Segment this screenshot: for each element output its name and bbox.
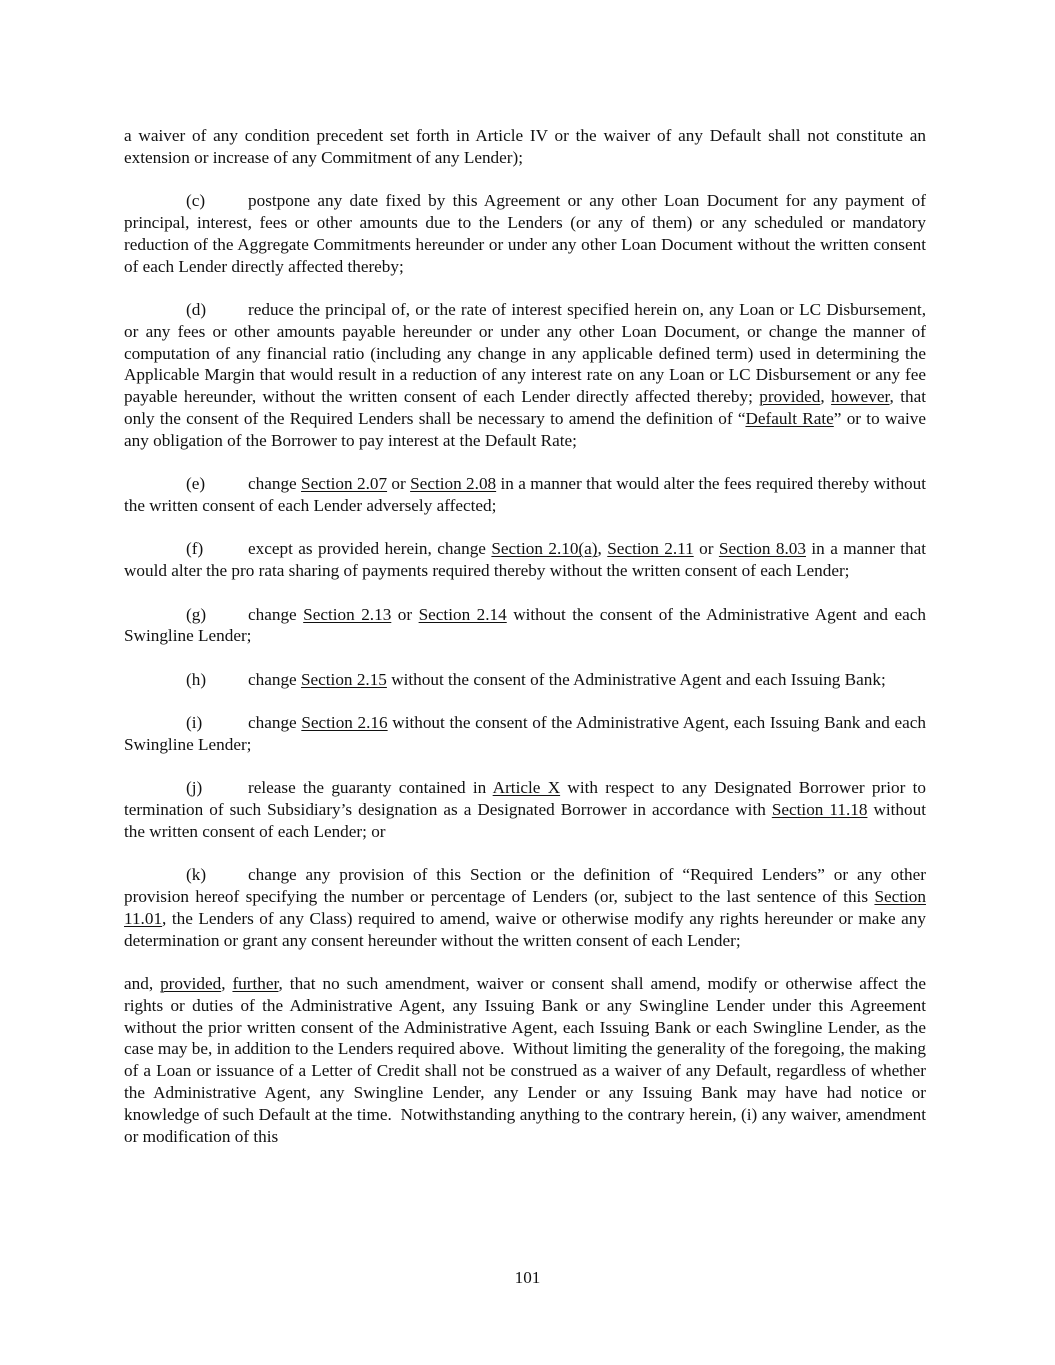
clause-label: (h) [186, 669, 207, 689]
cross-reference: Section 2.11 [607, 539, 694, 559]
text-segment: in a manner that would alter the fees required thereby without the written consent of each Lender adversely affected; [124, 474, 927, 515]
text-segment: , [597, 539, 608, 559]
clause-label: (f) [186, 539, 204, 559]
cross-reference: however [831, 387, 890, 407]
cross-reference: Article X [492, 778, 561, 798]
cross-reference: further [232, 974, 279, 994]
text-segment: , [820, 387, 832, 407]
clause-label: (k) [186, 865, 207, 885]
text-segment: a waiver of any condition precedent set forth in Article IV or the waiver of any Default shall not constitute an extension or increase of any Commitment of any Lender); [124, 126, 926, 167]
text-segment: postpone any date fixed by this Agreement or any other Loan Document for any payment of principal, interest, fees or other amounts due to the Lenders (or any of them) or any scheduled or mandatory reduction of the Aggregate Commitments hereunder or under any other Loan Document without the written consent of each Lender directly affected thereby; [124, 191, 926, 276]
text-segment: change [248, 669, 301, 689]
text-segment: or [387, 474, 411, 494]
document-body [124, 125, 926, 1169]
text-segment: reduce the principal of, or the rate of interest specified herein on, any Loan or LC Disbursement, or any fees or other amounts payable hereunder or under any other Loan Document, or change the manner of computation of any financial ratio (including any change in any applicable defined term) used in determining the Applicable Margin that would result in a reduction of any interest rate on any Loan or LC Disbursement or any fee payable hereunder, without the written consent of each Lender directly affected thereby; [124, 299, 926, 407]
text-segment: , the Lenders of any Class) required to amend, waive or otherwise modify any rights hereunder or make any determination or grant any consent hereunder without the written consent of each Lender; [124, 908, 926, 950]
cross-reference: Section 2.13 [303, 604, 392, 624]
text-segment: without the consent of the Administrative Agent and each Issuing Bank; [386, 669, 886, 689]
clause-label: (j) [186, 778, 203, 798]
cross-reference: provided [759, 387, 821, 407]
cross-reference: Section 2.08 [410, 474, 497, 494]
text-segment: , [221, 974, 233, 994]
paragraph-clause-i [124, 712, 926, 756]
text-segment: change any provision of this Section or the definition of “Required Lenders” or any other provision hereof specifying the number or percentage of Lenders (or, subject to the last sentence of this [124, 865, 926, 907]
clause-label: (g) [186, 604, 207, 624]
paragraph-proviso [124, 973, 926, 1147]
text-segment: ” or to waive any obligation of the Borrower to pay interest at the Default Rate; [124, 408, 926, 450]
cross-reference: Default Rate [745, 408, 834, 428]
text-segment: in a manner that would alter the pro rata sharing of payments required thereby without the written consent of each Lender; [124, 539, 927, 581]
cross-reference: Section 2.14 [418, 604, 507, 624]
text-segment: change [248, 713, 302, 733]
cross-reference: Section 2.15 [300, 669, 387, 689]
cross-reference: Section 2.16 [301, 713, 388, 733]
paragraph-clause-k [124, 864, 926, 951]
paragraph-clause-h [124, 669, 926, 691]
text-segment: or [693, 539, 719, 559]
text-segment: without the consent of the Administrative Agent and each Swingline Lender; [124, 604, 926, 646]
paragraph-clause-c [124, 190, 926, 277]
text-segment: except as provided herein, change [248, 539, 492, 559]
clause-label: (i) [186, 713, 203, 733]
clause-label: (e) [186, 474, 206, 494]
text-segment: change [248, 604, 304, 624]
text-segment: or [391, 604, 419, 624]
text-segment: without the consent of the Administrative Agent, each Issuing Bank and each Swingline Lender; [124, 713, 927, 754]
paragraph-continuation [124, 125, 926, 169]
cross-reference: Section 2.10(a) [491, 539, 598, 559]
cross-reference: Section 11.01 [124, 887, 926, 928]
paragraph-clause-j [124, 777, 926, 842]
text-segment: with respect to any Designated Borrower prior to termination of such Subsidiary’s designation as a Designated Borrower in accordance with [124, 778, 927, 820]
text-segment: change [248, 474, 302, 494]
cross-reference: Section 11.18 [771, 800, 868, 820]
clause-label: (d) [186, 299, 207, 319]
paragraph-clause-f [124, 538, 926, 582]
cross-reference: Section 8.03 [718, 539, 806, 559]
cross-reference: provided [160, 974, 222, 994]
text-segment: and, [124, 974, 161, 994]
text-segment: without the written consent of each Lender; or [124, 800, 926, 841]
text-segment: release the guaranty contained in [248, 778, 493, 798]
clause-label: (c) [186, 191, 206, 211]
page-number: 101 [514, 1268, 541, 1287]
cross-reference: Section 2.07 [301, 474, 388, 494]
text-segment: , that no such amendment, waiver or consent shall amend, modify or otherwise affect the rights or duties of the Administrative Agent, any Issuing Bank or any Swingline Lender under this Agreement without the prior written consent of the Administrative Agent, each Issuing Bank or each Swingline Lender, as the case may be, in addition to the Lenders required above. Without limiting the generality of the foregoing, the making of a Loan or issuance of a Letter of Credit shall not be construed as a waiver of any Default, regardless of whether the Administrative Agent, any Swingline Lender, any Lender or any Issuing Bank may have had notice or knowledge of such Default at the time. Notwithstanding anything to the contrary herein, (i) any waiver, amendment or modification of this [124, 974, 926, 1146]
paragraph-clause-d [124, 299, 926, 452]
text-segment: , that only the consent of the Required Lenders shall be necessary to amend the definition of “ [124, 387, 926, 428]
paragraph-clause-g [124, 604, 926, 648]
paragraph-clause-e [124, 473, 926, 517]
